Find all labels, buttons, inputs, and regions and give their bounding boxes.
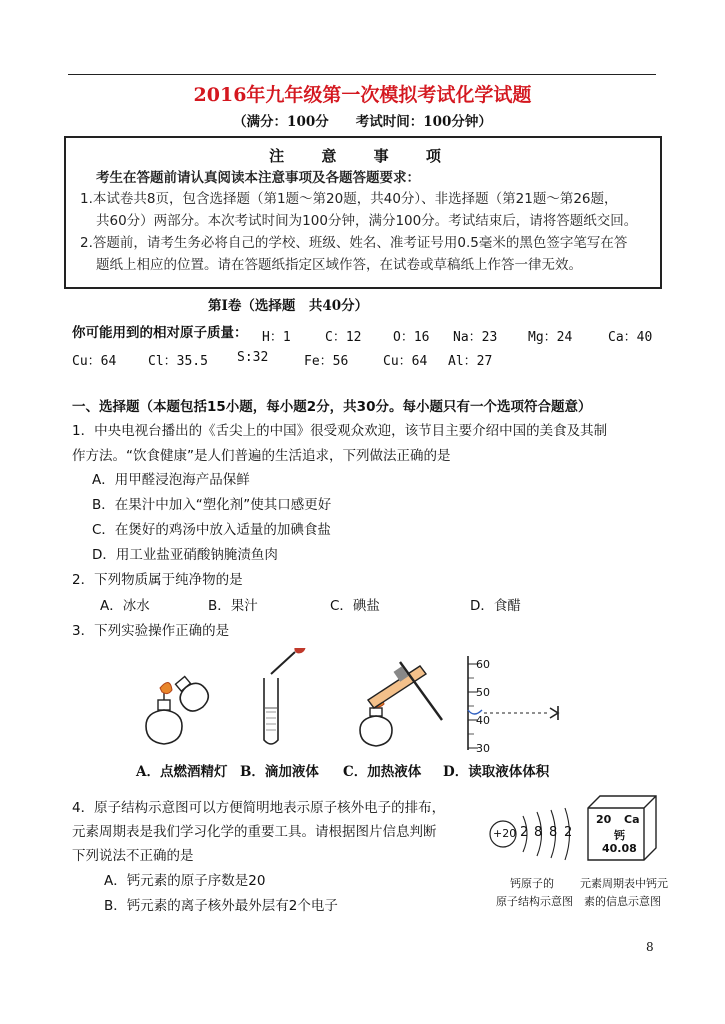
- atomic-mass-cu: Cu：64: [72, 354, 117, 369]
- exam-title: 2016年九年级第一次模拟考试化学试题: [193, 84, 532, 106]
- q3-stem: 3．下列实验操作正确的是: [72, 623, 230, 639]
- atomic-mass-h: H：1: [262, 330, 291, 345]
- q2-option-a: A．冰水: [100, 598, 150, 614]
- notice-intro: 考生在答题前请认真阅读本注意事项及各题答题要求：: [96, 170, 420, 186]
- alcohol-lamp-a-icon: [146, 671, 213, 744]
- notice-item2-line1: 2.答题前，请考生务必将自己的学校、班级、姓名、准考证号用0.5毫米的黑色签字笔写在答: [80, 235, 628, 251]
- atomic-mass-label: 你可能用到的相对原子质量：: [72, 325, 248, 341]
- atomic-mass-ca: Ca：40: [608, 330, 653, 345]
- section1-heading: 一、选择题（本题包括15小题，每小题2分，共30分。每小题只有一个选项符合题意）: [72, 399, 592, 415]
- q1-stem-line2: 作方法。“饮食健康”是人们普遍的生活追求，下列做法正确的是: [72, 448, 451, 464]
- q2-option-b: B．果汁: [208, 598, 258, 614]
- q1-option-b: B．在果汁中加入“塑化剂”使其口感更好: [92, 497, 332, 513]
- atomic-mass-fe: Fe：56: [304, 354, 349, 369]
- q3-caption-a: A．点燃酒精灯: [136, 764, 228, 780]
- q3-apparatus-figure: [130, 648, 580, 756]
- tick-40: 40: [476, 714, 490, 727]
- tick-60: 60: [476, 658, 490, 671]
- atomic-mass-na: Na：23: [453, 330, 498, 345]
- atom-nucleus-charge: +20: [493, 827, 517, 840]
- q1-option-d: D．用工业盐亚硝酸钠腌渍鱼肉: [92, 547, 278, 563]
- q1-stem-line1: 1．中央电视台播出的《舌尖上的中国》很受观众欢迎，该节目主要介绍中国的美食及其制: [72, 423, 608, 439]
- page-number: 8: [646, 940, 654, 954]
- atomic-mass-o: O：16: [393, 330, 430, 345]
- atomic-mass-al: Al：27: [448, 354, 493, 369]
- q4-stem-line3: 下列说法不正确的是: [72, 848, 194, 864]
- atomic-mass-cl: Cl：35.5: [148, 354, 208, 369]
- atomic-mass-s: S:32: [237, 350, 269, 365]
- notice-item2-line2: 题纸上相应的位置。请在答题纸指定区域作答，在试卷或草稿纸上作答一律无效。: [96, 257, 582, 273]
- heating-tube-c-icon: [360, 662, 442, 746]
- header-rule: [68, 74, 656, 75]
- q2-option-c: C．碘盐: [330, 598, 380, 614]
- notice-item1-line2: 共60分）两部分。本次考试时间为100分钟，满分100分。考试结束后，请将答题纸交回。: [96, 213, 638, 229]
- q1-option-c: C．在煲好的鸡汤中放入适量的加碘食盐: [92, 522, 331, 538]
- q4-stem-line1: 4．原子结构示意图可以方便简明地表示原子核外电子的排布，: [72, 800, 446, 816]
- atomic-mass-cu-2: Cu：64: [383, 354, 428, 369]
- element-mass: 40.08: [602, 842, 637, 855]
- q2-stem: 2．下列物质属于纯净物的是: [72, 572, 243, 588]
- exam-subtitle: （满分：100分 考试时间：100分钟）: [233, 114, 492, 130]
- atom-shell-1: 2: [520, 825, 529, 840]
- volume-title: 第Ⅰ卷（选择题 共40分）: [208, 298, 369, 314]
- tick-50: 50: [476, 686, 490, 699]
- q4-stem-line2: 元素周期表是我们学习化学的重要工具。请根据图片信息判断: [72, 824, 437, 840]
- atom-shell-2: 8: [534, 825, 543, 840]
- tick-30: 30: [476, 742, 490, 755]
- test-tube-dropper-b-icon: [264, 648, 308, 744]
- q1-option-a: A．用甲醛浸泡海产品保鲜: [92, 472, 250, 488]
- q4-option-b: B．钙元素的离子核外最外层有2个电子: [104, 898, 338, 914]
- element-symbol: Ca: [624, 813, 640, 826]
- element-caption-1: 元素周期表中钙元: [580, 877, 668, 890]
- notice-heading: 注 意 事 项: [269, 147, 457, 165]
- element-atomic-number: 20: [596, 813, 612, 826]
- q3-caption-c: C．加热液体: [343, 764, 422, 780]
- q3-caption-d: D．读取液体体积: [443, 764, 550, 780]
- q3-caption-b: B．滴加液体: [240, 764, 319, 780]
- atom-shell-4: 2: [564, 825, 573, 840]
- element-caption-2: 素的信息示意图: [584, 895, 661, 908]
- notice-item1-line1: 1.本试卷共8页，包含选择题（第1题～第20题，共40分）、非选择题（第21题～第26题，: [80, 191, 618, 207]
- q2-option-d: D．食醋: [470, 598, 521, 614]
- atom-caption-2: 原子结构示意图: [496, 895, 573, 908]
- element-name: 钙: [614, 829, 625, 842]
- atom-caption-1: 钙原子的: [510, 877, 554, 890]
- atomic-mass-c: C：12: [325, 330, 362, 345]
- atomic-mass-mg: Mg：24: [528, 330, 573, 345]
- q4-option-a: A．钙元素的原子序数是20: [104, 873, 266, 889]
- atom-shell-3: 8: [549, 825, 558, 840]
